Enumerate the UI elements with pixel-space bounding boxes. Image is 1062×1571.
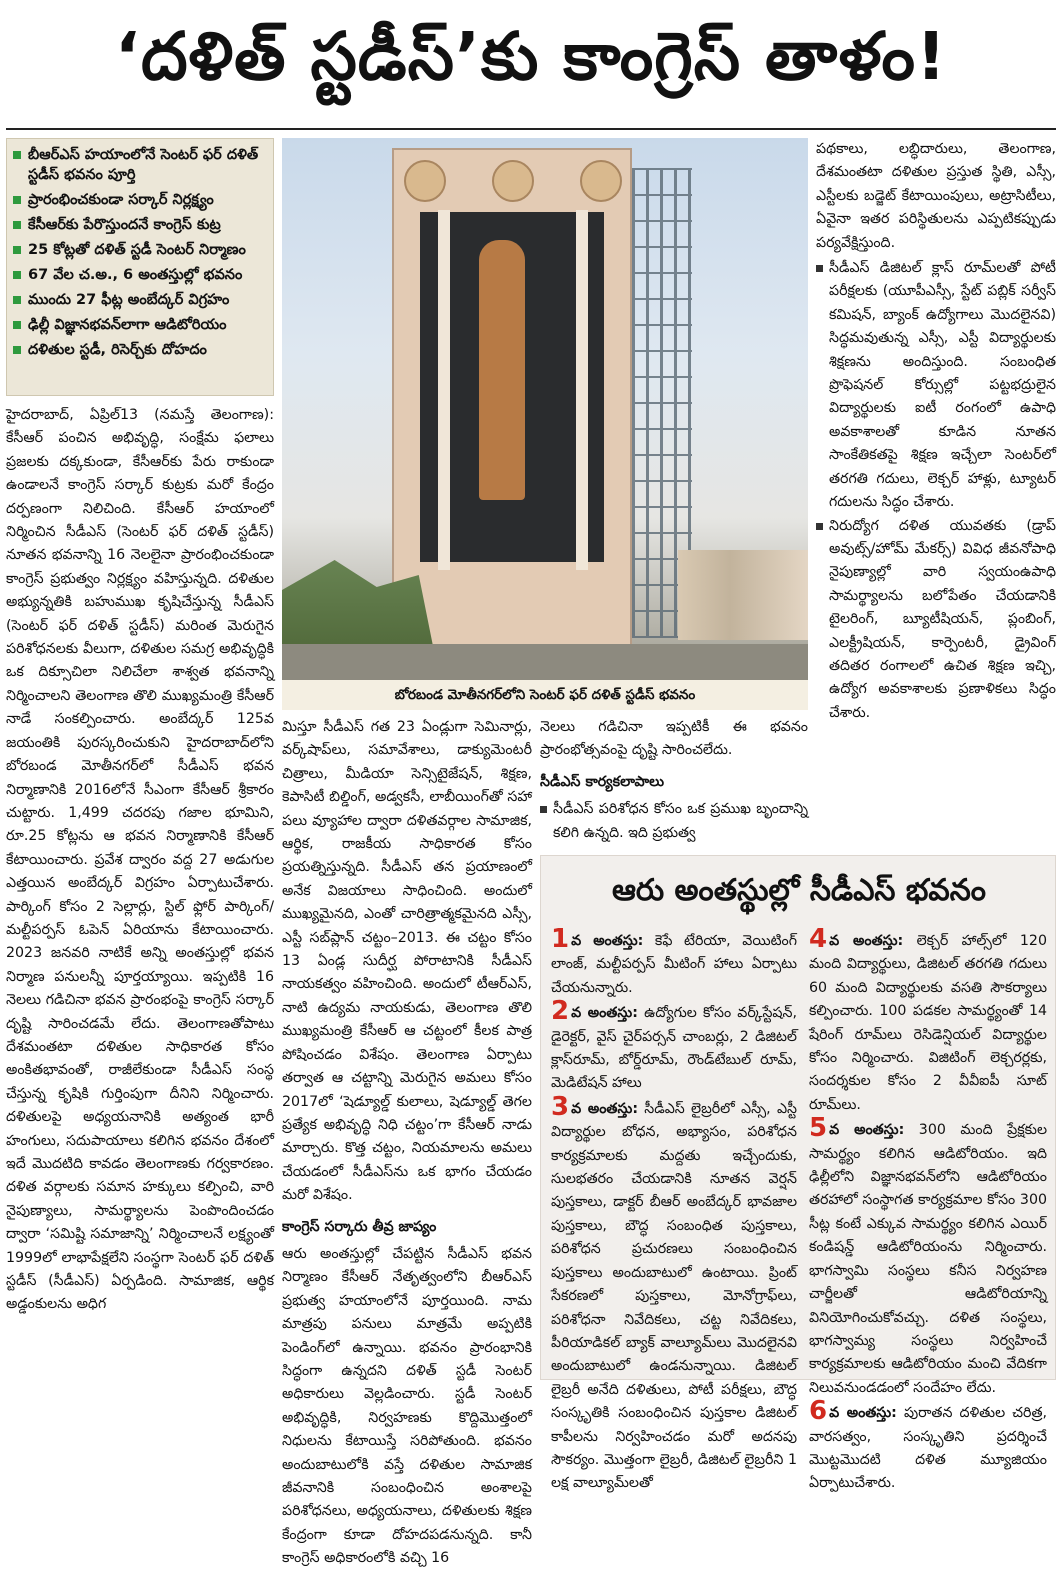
article-paragraph: నెలలు గడిచినా ఇప్పటికీ ఈ భవనం ప్రారంభోత్సవంపై దృష్టి సారించలేదు. xyxy=(540,719,808,759)
section-subhead: కాంగ్రెస్ సర్కారు తీవ్ర జాప్యం xyxy=(282,1218,437,1235)
bullet-icon xyxy=(540,806,547,813)
article-paragraph: పథకాలు, లబ్ధిదారులు, తెలంగాణ, దేశమంతటా దళితుల ప్రస్తుత స్థితి, ఎస్సీ, ఎస్టీలకు బడ్జెట్ కేటాయింపులు, అట్రాసిటీలు, ఏవైనా ఇతర పరిస్థితులను ఎప్పటికప్పుడు పర్యవేక్షిస్తుంది. xyxy=(816,141,1056,251)
article-paragraph: మిస్తూ సీడీఎస్ గత 23 ఏండ్లుగా సెమినార్లు, వర్క్‌షాప్‌లు, సమావేశాలు, డాక్యుమెంటరీ చిత్రాలు, మీడియా సెన్సిటైజేషన్, శిక్షణ, కెపాసిటీ బిల్డింగ్, అడ్వకసీ, లాబీయింగ్‌తో సహా పలు వ్యూహాల ద్వారా దళితవర్గాల సామాజిక, ఆర్థిక, రాజకీయ సాధికారత కోసం ప్రయత్నిస్తున్నది. సీడీఎస్ తన ప్రయాణంలో అనేక విజయాలు సాధించింది. అందులో ముఖ్యమైనది, ఎంతో చారిత్రాత్మకమైనది ఎస్సీ, ఎస్టీ సబ్‌ప్లాన్ చట్టం–2013. ఈ చట్టం కోసం 13 ఏండ్ల సుదీర్ఘ పోరాటానికి సీడీఎస్ నాయకత్వం వహించింది. అందులో టీఆర్ఎస్, నాటి ఉద్యమ నాయకుడు, తెలంగాణ తొలి ముఖ్యమంత్రి కేసీఆర్ ఆ చట్టంలో కీలక పాత్ర పోషించడం విశేషం. తెలంగాణ ఏర్పాటు తర్వాత ఆ చట్టాన్ని మెరుగైన అమలు కోసం 2017లో ‘షెడ్యూల్డ్ కులాలు, షెడ్యూల్డ్ తెగల ప్రత్యేక అభివృద్ధి నిధి చట్టం’గా కేసీఆర్ నాడు మార్చారు. కొత్త చట్టం, నియమాలను అమలు చేయడంలో సీడీఎస్‌ను ఒక భాగం చేయడం మరో విశేషం. xyxy=(282,719,532,1204)
section-subhead: సీడీఎస్ కార్యకలాపాలు xyxy=(540,773,665,790)
highlight-item: 25 కోట్లతో దళిత్ స్టడీ సెంటర్ నిర్మాణం xyxy=(13,240,267,260)
highlight-item: బీఆర్ఎస్ హయాంలోనే సెంటర్ ఫర్ దళిత్ స్టడీస్ భవనం పూర్తి xyxy=(13,145,267,185)
article-column-1 xyxy=(6,404,274,1380)
article-paragraph: ఆరు అంతస్తుల్లో చేపట్టిన సీడీఎస్ భవన నిర్మాణం కేసీఆర్ నేతృత్వంలోని బీఆర్ఎస్ ప్రభుత్వ హయాంలోనే పూర్తయింది. నామ మాత్రపు పనులు మాత్రమే అప్పటికి పెండింగ్‌లో ఉన్నాయి. భవనం ప్రారంభానికి సిద్ధంగా ఉన్నదని దళిత్ స్టడీ సెంటర్ అధికారులు వెల్లడించారు. స్టడీ సెంటర్ అభివృద్ధికి, నిర్వహణకు కొద్దిమొత్తంలో నిధులను కేటాయిస్తే సరిపోతుంది. భవనం అందుబాటులోకి వస్తే దళితుల సామాజిక జీవనానికి సంబంధించిన అంశాలపై పరిశోధనలు, అధ్యయనాలు, దళితులకు శిక్షణ కేంద్రంగా కూడా దోహదపడనున్నది. కానీ కాంగ్రెస్ అధికారంలోకి వచ్చి 16 xyxy=(282,1245,532,1567)
highlight-item: ముందు 27 ఫీట్ల అంబేద్కర్ విగ్రహం xyxy=(13,290,267,310)
article-paragraph: హైదరాబాద్, ఏప్రిల్13 (నమస్తే తెలంగాణ): కేసీఆర్ పంచిన అభివృద్ధి, సంక్షేమ ఫలాలు ప్రజలకు దక్కకుండా, కేసీఆర్‌కు పేరు రాకుండా ఉండాలనే కాంగ్రెస్ సర్కార్ కుట్రకు మరో కేంద్రం దర్పణంగా నిలిచింది. కేసీఆర్ హయాంలో నిర్మించిన సీడీఎస్ (సెంటర్ ఫర్ దళిత్ స్టడీస్) నూతన భవనాన్ని 16 నెలలైనా ప్రారంభించకుండా కాంగ్రెస్ ప్రభుత్వం నిర్లక్ష్యం వహిస్తున్నది. దళితుల అభ్యున్నతికి బహుముఖ కృషిచేస్తున్న సీడీఎస్ (సెంటర్ ఫర్ దళిత్ స్టడీస్) మరింత మెరుగైన పరిశోధనలకు వీలుగా, దళితుల సమగ్ర అభివృద్ధికి ఒక దిక్సూచిలా నిలిచేలా శాశ్వత భవనాన్ని నిర్మించాలని తెలంగాణ తొలి ముఖ్యమంత్రి కేసీఆర్ నాడే సంకల్పించారు. అంబేద్కర్ 125వ జయంతికి పురస్కరించుకుని హైదరాబాద్‌లోని బోరబండ మోతీనగర్‌లో సీడీఎస్ భవన నిర్మాణానికి 2016లోనే సీఎంగా కేసీఆర్ శ్రీకారం చుట్టారు. 1,499 చదరపు గజాల భూమిని, రూ.25 కోట్లను ఆ భవన నిర్మాణానికి కేసీఆర్ కేటాయించారు. ప్రవేశ ద్వారం వద్ద 27 అడుగుల ఎత్తయిన అంబేద్కర్ విగ్రహం ఏర్పాటుచేశారు. పార్కింగ్ కోసం 2 సెల్లార్లు, స్టిల్ ఫ్లోర్ పార్కింగ్/మల్టీపర్పస్ ఓపెన్ ఏరియాను కేటాయించారు. 2023 జనవరి నాటికే అన్ని అంతస్తుల్లో భవన నిర్మాణ పనులన్నీ పూర్తయ్యాయి. ఇప్పటికి 16 నెలలు గడిచినా భవన ప్రారంభంపై కాంగ్రెస్ సర్కార్ దృష్టి సారించడమే లేదు. తెలంగాణతోపాటు దేశమంతటా దళితుల సాధికారత కోసం అంకితభావంతో, రాజీలేకుండా సీడీఎస్ సంస్థ చేస్తున్న కృషికి గుర్తింపుగా దీనిని నిర్మించారు. దళితులపై అధ్యయనానికి అత్యంత భారీ హంగులు, సదుపాయాలు కలిగిన భవనం దేశంలో ఇదే మొదటిది కావడం తెలంగాణకు గర్వకారణం. దళిత వర్గాలకు సమాన హక్కులు కల్పించి, వారి నైపుణ్యాలు, సామర్థ్యాలను పెంపొందించడం ద్వారా ‘సమిష్టి సమాజాన్ని’ నిర్మించాలనే లక్ష్యంతో 1999లో లాభాపేక్షలేని సంస్థగా సెంటర్ ఫర్ దళిత్ స్టడీస్ (సీడీఎస్) ఏర్పడింది. సామాజిక, ఆర్థిక అడ్డంకులను అధిగ xyxy=(6,407,274,1313)
headline-rule xyxy=(6,128,1056,130)
box-column-right xyxy=(809,924,1048,1492)
statue-image xyxy=(479,240,525,500)
box-title: ఆరు అంతస్థుల్లో సీడీఎస్ భవనం xyxy=(611,873,987,908)
photo-caption: బోరబండ మోతీనగర్‌లోని సెంటర్ ఫర్ దళిత్ స్టడీస్ భవనం xyxy=(282,680,808,710)
floors-info-box xyxy=(540,855,1056,1492)
bullet-icon xyxy=(816,523,823,530)
bullet-icon xyxy=(13,271,21,279)
floor-entry: 6 వ అంతస్తు: పురాతన దళితుల చరిత్ర, వారసత్వం, సంస్కృతిని ప్రదర్శించే మొట్టమొదటి దళిత మ్యూజియం ఏర్పాటుచేశారు. xyxy=(809,1396,1048,1492)
bullet-item: సీడీఎస్ డిజిటల్ క్లాస్ రూమ్‌లతో పోటీ పరీక్షలకు (యూపీఎస్సీ, స్టేట్ పబ్లిక్ సర్వీస్ కమిషన్, బ్యాంక్ ఉద్యోగాలు మొదలైనవి) సిద్ధమవుతున్న ఎస్సీ, ఎస్టీ విద్యార్థులకు శిక్షణను అందిస్తుంది. సంబంధిత ప్రొఫెషనల్ కోర్సుల్లో పట్టభద్రులైన విద్యార్థులకు ఐటీ రంగంలో ఉపాధి అవకాశాలతో కూడిన నూతన సాంకేతికతపై శిక్షణ ఇచ్చేలా సెంటర్‌లో తరగతి గదులు, లెక్చర్ హాళ్లు, ట్యూటర్ గదులను సిద్ధం చేశారు. xyxy=(816,257,1056,514)
bullet-icon xyxy=(13,151,21,159)
floor-entry: 5 వ అంతస్తు: 300 మంది ప్రేక్షకుల సామర్థ్యం కలిగిన ఆడిటోరియం. ఇది ఢిల్లీలోని విజ్ఞానభవన్‌లోని ఆడిటోరియం తరహాలో సంస్థాగత కార్యక్రమాల కోసం 300 సీట్ల కంటే ఎక్కువ సామర్థ్యం కలిగిన ఎయిర్ కండిషన్డ్ ఆడిటోరియంను నిర్మించారు. భాగస్వామి సంస్థలు కనీస నిర్వహణ చార్జీలతో ఆడిటోరియాన్ని వినియోగించుకోవచ్చు. దళిత సంస్థలు, భాగస్వామ్య సంస్థలు నిర్వహించే కార్యక్రమాలకు ఆడిటోరియం మంచి వేదికగా నిలువనుండడంలో సందేహం లేదు. xyxy=(809,1113,1048,1396)
floor-entry: 3 వ అంతస్తు: సీడీఎస్ లైబ్రరీలో ఎస్సీ, ఎస్టీ విద్యార్థుల బోధన, అభ్యాసం, పరిశోధన కార్యక్రమాలకు మద్దతు ఇచ్చేందుకు, సులభతరం చేయడానికి నూతన వెర్షన్ పుస్తకాలు, డాక్టర్ బీఆర్ అంబేద్కర్ భావజాల పుస్తకాలు, బౌద్ధ సంబంధిత పుస్తకాలు, పరిశోధన ప్రచురణలు సంబంధించిన పుస్తకాలు అందుబాటులో ఉంటాయి. ప్రింట్ సేకరణలో పుస్తకాలు, మోనోగ్రాఫ్‌లు, పరిశోధనా నివేదికలు, చట్ట నివేదికలు, పీరియాడికల్ బ్యాక్ వాల్యూమ్‌లు మొదలైనవి అందుబాటులో ఉండనున్నాయి. డిజిటల్ లైబ్రరీ అనేది దళితులు, పోటీ పరీక్షలు, బౌద్ధ సంస్కృతికి సంబంధించిన పుస్తకాల డిజిటల్ కాపీలను నిర్వహించడం మరో అదనపు సౌకర్యం. మొత్తంగా లైబ్రరీ, డిజిటల్ లైబ్రరీని 1 లక్ష వాల్యూమ్‌లతో xyxy=(551,1091,797,1492)
bullet-icon xyxy=(13,246,21,254)
highlights-box xyxy=(6,138,274,396)
bullet-icon xyxy=(13,221,21,229)
building-photo xyxy=(282,138,808,680)
floor-entry: 4 వ అంతస్తు: లెక్చర్ హాల్స్‌లో 120 మంది విద్యార్థులు, డిజిటల్ తరగతి గదులు 60 మంది విద్యార్థులకు వసతి సౌకర్యాలు కల్పించారు. 100 పడకల సామర్థ్యంతో 14 షేరింగ్ రూమ్‌లు రెసిడెన్షియల్ విద్యార్థుల కోసం నిర్మించారు. విజిటింగ్ లెక్చరర్లకు, సందర్శకుల కోసం 2 వీవీఐపీ సూట్ రూమ్‌లు. xyxy=(809,924,1047,1113)
bullet-icon xyxy=(13,196,21,204)
bullet-icon xyxy=(816,265,823,272)
article-column-4 xyxy=(816,138,1056,848)
building-illustration xyxy=(392,148,632,648)
article-column-2 xyxy=(282,716,532,1567)
highlight-item: 67 వేల చ.అ., 6 అంతస్తుల్లో భవనం xyxy=(13,265,267,285)
bullet-icon xyxy=(13,346,21,354)
headline: ‘దళిత్ స్టడీస్’కు కాంగ్రెస్ తాళం! xyxy=(114,17,948,95)
box-column-left xyxy=(551,924,798,1492)
bullet-item: సీడీఎస్ పరిశోధన కోసం ఒక ప్రముఖ బృందాన్ని కలిగి ఉన్నది. ఇది ప్రభుత్వ xyxy=(540,798,808,845)
bullet-item: నిరుద్యోగ దళిత యువతకు (డ్రాప్ అవుట్స్/హోమ్ మేకర్స్) వివిధ జీవనోపాధి నైపుణ్యాల్లో వారి స్వయంఉపాధి సామర్థ్యాలను బలోపేతం చేయడానికి టైలరింగ్, బ్యూటీషియన్, ప్లంబింగ్, ఎలక్ట్రీషియన్, కార్పెంటరీ, డ్రైవింగ్ తదితర రంగాలలో ఉచిత శిక్షణ ఇచ్చి, ఉద్యోగ అవకాశాలకు ప్రణాళికలు సిద్ధం చేశారు. xyxy=(816,515,1056,726)
floor-entry: 2 వ అంతస్తు: ఉద్యోగుల కోసం వర్క్‌స్టేషన్, డైరెక్టర్, వైస్ చైర్‌పర్సన్ చాంబర్లు, 2 డిజిటల్ క్లాస్‌రూమ్‌, బోర్డ్‌రూమ్, రౌండ్‌టేబుల్ రూమ్, మెడిటేషన్ హాలు xyxy=(551,996,798,1092)
highlight-item: దళితుల స్టడీ, రిసెర్చ్‌కు దోహదం xyxy=(13,340,267,360)
highlight-item: ప్రారంభించకుండా సర్కార్ నిర్లక్ష్యం xyxy=(13,190,267,210)
floor-entry: 1 వ అంతస్తు: కెఫే టేరియా, వెయిటింగ్ లాంజ్, మల్టీపర్పస్ మీటింగ్ హాలు ఏర్పాటు చేయనున్నారు. xyxy=(551,924,798,996)
article-column-3 xyxy=(540,716,808,846)
bullet-icon xyxy=(13,296,21,304)
highlight-item: ఢిల్లీ విజ్ఞానభవన్‌లాగా ఆడిటోరియం xyxy=(13,315,267,335)
bullet-icon xyxy=(13,321,21,329)
highlight-item: కేసీఆర్‌కు పేరొస్తుందనే కాంగ్రెస్ కుట్ర xyxy=(13,215,267,235)
